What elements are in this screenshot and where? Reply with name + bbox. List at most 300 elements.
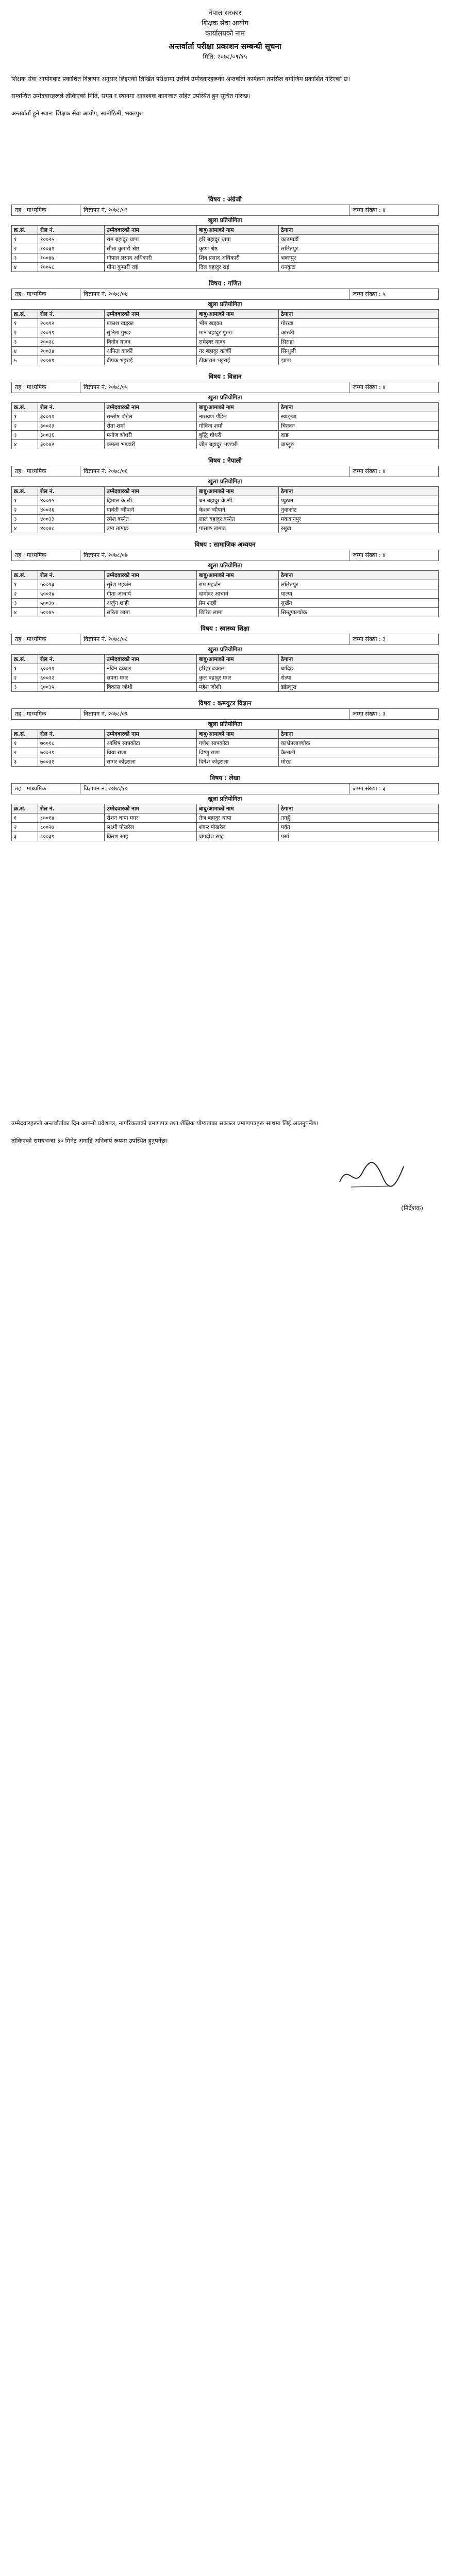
table-cell-parent: नारायण पौडेल <box>197 412 279 421</box>
table-cell-roll: १००२५ <box>38 235 105 244</box>
table-header-row <box>12 804 439 814</box>
table-cell-parent: कुल बहादुर मगर <box>197 673 279 683</box>
table-cell-address: मकवानपुर <box>279 515 439 524</box>
table-cell-parent: नर बहादुर कार्की <box>197 347 279 356</box>
section-level: तह : माध्यमिक <box>12 466 80 477</box>
table-cell-address: गोरखा <box>279 319 439 328</box>
table-row <box>12 319 439 328</box>
table-cell-parent: गोविन्द शर्मा <box>197 421 279 431</box>
table-cell-parent: कृष्ण श्रेष्ठ <box>197 244 279 253</box>
table-cell-address: सिराहा <box>279 337 439 347</box>
section-level: तह : माध्यमिक <box>12 634 80 645</box>
schedule-sections <box>11 194 439 841</box>
section-subject: विषय : गणित <box>209 280 241 287</box>
table-cell-name: प्रकाश खड्का <box>105 319 197 328</box>
table-header-row <box>12 655 439 664</box>
section-meta-row <box>11 466 439 477</box>
table-row <box>12 347 439 356</box>
table-header-row <box>12 571 439 580</box>
column-header: रोल नं. <box>38 730 105 739</box>
intro-paragraph: शिक्षक सेवा आयोगबाट प्रकाशित विज्ञापन अनुसार लिइएको लिखित परीक्षामा उत्तीर्ण उम्मेदवारहरूको अन्तर्वार्ता कार्यक्रम तपसिल बमोजिम प्रकाशित गरिएको छ। <box>11 75 351 82</box>
table-cell-address: धनकुटा <box>279 263 439 272</box>
candidate-table <box>11 402 439 449</box>
table-row <box>12 263 439 272</box>
table-cell-address: स्याङ्जा <box>279 412 439 421</box>
section-subject: विषय : विज्ञान <box>208 373 242 380</box>
table-cell-address: पर्सा <box>279 832 439 841</box>
table-cell-address: सुर्खेत <box>279 599 439 608</box>
column-header: ठेगाना <box>279 310 439 319</box>
table-cell-roll: ६००२२ <box>38 673 105 683</box>
table-cell-name: गीता आचार्य <box>105 589 197 599</box>
table-cell-parent: जगदीश साह <box>197 832 279 841</box>
column-header: क्र.सं. <box>12 730 38 739</box>
table-cell-sn: २ <box>12 823 38 832</box>
table-cell-parent: टीकाराम भट्टराई <box>197 356 279 365</box>
table-row <box>12 589 439 599</box>
table-cell-address: कास्की <box>279 328 439 337</box>
table-cell-name: सपना मगर <box>105 673 197 683</box>
table-cell-name: सन्तोष पौडेल <box>105 412 197 421</box>
table-cell-sn: २ <box>12 328 38 337</box>
table-cell-address: ललितपुर <box>279 244 439 253</box>
table-cell-roll: २००१२ <box>38 319 105 328</box>
section-category: खुला प्रतियोगिता <box>208 721 242 727</box>
table-cell-name: मीना कुमारी राई <box>105 263 197 272</box>
notice-date: मिति: २०७८/०९/१५ <box>203 53 247 60</box>
count-label: जम्मा संख्या <box>353 384 377 391</box>
table-cell-sn: २ <box>12 673 38 683</box>
exam-section <box>11 623 439 692</box>
count-separator: : <box>377 468 383 474</box>
count-separator: : <box>377 552 383 558</box>
table-cell-roll: ३००३६ <box>38 431 105 440</box>
column-header: ठेगाना <box>279 655 439 664</box>
section-count <box>349 289 438 299</box>
section-ad-number: विज्ञापन नं. २०७८/०६ <box>80 466 349 477</box>
column-header: रोल नं. <box>38 655 105 664</box>
column-header: रोल नं. <box>38 804 105 814</box>
signatory-name: (निर्देशक) <box>401 1205 423 1212</box>
table-cell-parent: शंकर पोखरेल <box>197 823 279 832</box>
table-cell-parent: केशव न्यौपाने <box>197 505 279 515</box>
table-cell-sn: ३ <box>12 683 38 692</box>
table-header-row <box>12 487 439 496</box>
table-cell-address: रोल्पा <box>279 673 439 683</box>
count-separator: : <box>377 207 383 213</box>
table-cell-roll: ४००३३ <box>38 515 105 524</box>
table-cell-roll: ८००३९ <box>38 832 105 841</box>
table-cell-address: कैलाली <box>279 748 439 757</box>
table-row <box>12 580 439 589</box>
candidate-table <box>11 225 439 272</box>
section-level: तह : माध्यमिक <box>12 550 80 561</box>
table-cell-name: सरिता लामा <box>105 608 197 617</box>
section-meta-row <box>11 289 439 300</box>
table-cell-name: राम बहादुर थापा <box>105 235 197 244</box>
column-header: बाबु/आमाको नाम <box>197 730 279 739</box>
section-level: तह : माध्यमिक <box>12 205 80 215</box>
table-cell-parent: दामोदर आचार्य <box>197 589 279 599</box>
candidate-table <box>11 729 439 767</box>
table-row <box>12 683 439 692</box>
column-header: बाबु/आमाको नाम <box>197 310 279 319</box>
table-cell-name: अर्जुन शाही <box>105 599 197 608</box>
table-cell-sn: ३ <box>12 599 38 608</box>
table-cell-sn: १ <box>12 235 38 244</box>
table-cell-sn: ४ <box>12 524 38 533</box>
table-cell-name: रमेश बस्नेत <box>105 515 197 524</box>
section-count <box>349 382 438 393</box>
table-cell-parent: बुद्धि चौधरी <box>197 431 279 440</box>
table-cell-address: पाल्पा <box>279 589 439 599</box>
header-line-3: कार्यालयको नाम <box>205 30 245 38</box>
table-cell-parent: हरिहर ढकाल <box>197 664 279 673</box>
table-cell-address: डडेल्धुरा <box>279 683 439 692</box>
table-cell-parent: लाल बहादुर बस्नेत <box>197 515 279 524</box>
table-cell-roll: १००४७ <box>38 253 105 263</box>
count-label: जम्मा संख्या <box>353 710 377 717</box>
table-cell-name: आशिष सापकोटा <box>105 739 197 748</box>
column-header: बाबु/आमाको नाम <box>197 655 279 664</box>
table-cell-name: कमला भण्डारी <box>105 440 197 449</box>
table-cell-roll: ५००२४ <box>38 589 105 599</box>
table-header-row <box>12 403 439 412</box>
table-cell-roll: ८००२७ <box>38 823 105 832</box>
table-cell-roll: ८००१४ <box>38 814 105 823</box>
table-row <box>12 823 439 832</box>
column-header: उम्मेदवारको नाम <box>105 487 197 496</box>
signature-mark <box>336 1157 408 1193</box>
column-header: बाबु/आमाको नाम <box>197 226 279 235</box>
count-label: जम्मा संख्या <box>353 291 377 297</box>
count-value: ४ <box>382 468 386 474</box>
table-cell-address: चितवन <box>279 421 439 431</box>
column-header: उम्मेदवारको नाम <box>105 655 197 664</box>
table-cell-sn: ५ <box>12 356 38 365</box>
table-cell-name: सुनिता गुरुङ <box>105 328 197 337</box>
table-cell-parent: महेश जोशी <box>197 683 279 692</box>
section-count <box>349 205 438 215</box>
header-line-1: नेपाल सरकार <box>208 9 242 17</box>
table-cell-parent: शिव प्रसाद अधिकारी <box>197 253 279 263</box>
table-cell-roll: ७००१८ <box>38 739 105 748</box>
table-row <box>12 356 439 365</box>
spacer <box>11 841 439 1109</box>
table-cell-address: रसुवा <box>279 524 439 533</box>
table-cell-parent: दिल बहादुर राई <box>197 263 279 272</box>
exam-section <box>11 371 439 449</box>
table-cell-name: विनोद यादव <box>105 337 197 347</box>
table-row <box>12 608 439 617</box>
table-cell-parent: दिनेश कोइराला <box>197 757 279 767</box>
table-cell-sn: ४ <box>12 263 38 272</box>
table-cell-roll: ३००२३ <box>38 421 105 431</box>
table-cell-sn: ३ <box>12 431 38 440</box>
exam-section <box>11 539 439 617</box>
header-line-2: शिक्षक सेवा आयोग <box>202 20 248 27</box>
count-value: ४ <box>382 552 386 558</box>
table-cell-name: गोपाल प्रसाद अधिकारी <box>105 253 197 263</box>
column-header: रोल नं. <box>38 403 105 412</box>
table-cell-parent: राम महर्जन <box>197 580 279 589</box>
notice-header <box>11 0 439 62</box>
table-cell-name: पार्वती न्यौपाने <box>105 505 197 515</box>
footer-paragraph: उम्मेदवारहरूले अन्तर्वार्ताका दिन आफ्नो प्रवेशपत्र, नागरिकताको प्रमाणपत्र तथा शैक्षिक योग्यताका सक्कल प्रमाणपत्रहरू साथमा लिई आउनुपर्नेछ। <box>11 1120 319 1127</box>
table-row <box>12 673 439 683</box>
column-header: क्र.सं. <box>12 487 38 496</box>
column-header: उम्मेदवारको नाम <box>105 226 197 235</box>
column-header: क्र.सं. <box>12 655 38 664</box>
exam-section <box>11 194 439 272</box>
column-header: क्र.सं. <box>12 226 38 235</box>
section-meta-row <box>11 550 439 561</box>
table-row <box>12 496 439 505</box>
table-header-row <box>12 226 439 235</box>
column-header: ठेगाना <box>279 804 439 814</box>
exam-section <box>11 455 439 533</box>
section-level: तह : माध्यमिक <box>12 709 80 719</box>
section-category: खुला प्रतियोगिता <box>208 795 242 802</box>
table-cell-parent: प्रेम शाही <box>197 599 279 608</box>
table-cell-roll: ५००४५ <box>38 608 105 617</box>
notice-page <box>11 0 439 1224</box>
table-cell-sn: ४ <box>12 347 38 356</box>
count-value: ३ <box>382 636 386 642</box>
table-cell-sn: २ <box>12 589 38 599</box>
table-row <box>12 244 439 253</box>
table-cell-roll: ४००२६ <box>38 505 105 515</box>
table-cell-parent: छिरिङ लामा <box>197 608 279 617</box>
section-subject: विषय : कम्प्युटर विज्ञान <box>198 700 252 707</box>
table-cell-roll: २००२८ <box>38 337 105 347</box>
column-header: उम्मेदवारको नाम <box>105 571 197 580</box>
table-row <box>12 748 439 757</box>
table-cell-address: काठमाडौं <box>279 235 439 244</box>
section-count <box>349 466 438 477</box>
table-cell-sn: २ <box>12 244 38 253</box>
section-ad-number: विज्ञापन नं. २०७८/१० <box>80 784 349 794</box>
table-cell-sn: १ <box>12 496 38 505</box>
table-cell-address: सिन्धुली <box>279 347 439 356</box>
count-label: जम्मा संख्या <box>353 468 377 474</box>
table-header-row <box>12 310 439 319</box>
section-category: खुला प्रतियोगिता <box>208 301 242 308</box>
table-row <box>12 832 439 841</box>
table-row <box>12 505 439 515</box>
table-row <box>12 431 439 440</box>
candidate-table <box>11 309 439 365</box>
section-category: खुला प्रतियोगिता <box>208 646 242 653</box>
count-value: ३ <box>382 785 386 792</box>
count-separator: : <box>377 291 383 297</box>
table-row <box>12 440 439 449</box>
section-count <box>349 784 438 794</box>
column-header: क्र.सं. <box>12 310 38 319</box>
section-meta-row <box>11 783 439 794</box>
table-row <box>12 739 439 748</box>
table-cell-roll: १००५८ <box>38 263 105 272</box>
table-cell-name: अनिता कार्की <box>105 347 197 356</box>
table-cell-address: बाग्लुङ <box>279 440 439 449</box>
intro-paragraph: अन्तर्वार्ता हुने स्थान: शिक्षक सेवा आयोग, सानोठिमी, भक्तपुर। <box>11 109 144 117</box>
table-cell-name: सीता कुमारी श्रेष्ठ <box>105 244 197 253</box>
table-cell-sn: १ <box>12 814 38 823</box>
intro-text <box>11 67 439 188</box>
intro-paragraph: सम्बन्धित उम्मेदवारहरूले तोकिएको मिति, समय र स्थानमा आवश्यक कागजात सहित उपस्थित हुन सूचित गरिन्छ। <box>11 92 251 99</box>
count-separator: : <box>377 384 383 391</box>
table-cell-parent: हरि बहादुर थापा <box>197 235 279 244</box>
column-header: बाबु/आमाको नाम <box>197 804 279 814</box>
column-header: रोल नं. <box>38 310 105 319</box>
candidate-table <box>11 804 439 841</box>
table-cell-name: दीपक भट्टराई <box>105 356 197 365</box>
table-row <box>12 421 439 431</box>
count-label: जम्मा संख्या <box>353 207 377 213</box>
table-cell-address: दाङ <box>279 431 439 440</box>
column-header: उम्मेदवारको नाम <box>105 403 197 412</box>
table-cell-roll: ७००२९ <box>38 748 105 757</box>
table-cell-parent: मान बहादुर गुरुङ <box>197 328 279 337</box>
table-cell-address: प्युठान <box>279 496 439 505</box>
table-cell-name: सुरेश महर्जन <box>105 580 197 589</box>
column-header: रोल नं. <box>38 226 105 235</box>
table-row <box>12 337 439 347</box>
candidate-table <box>11 570 439 617</box>
table-cell-parent: तेज बहादुर थापा <box>197 814 279 823</box>
table-cell-sn: १ <box>12 580 38 589</box>
table-cell-sn: ३ <box>12 832 38 841</box>
section-meta-row <box>11 205 439 216</box>
column-header: ठेगाना <box>279 571 439 580</box>
column-header: ठेगाना <box>279 403 439 412</box>
column-header: ठेगाना <box>279 487 439 496</box>
section-count <box>349 550 438 561</box>
table-cell-roll: ७००३१ <box>38 757 105 767</box>
table-row <box>12 524 439 533</box>
table-cell-sn: १ <box>12 319 38 328</box>
table-header-row <box>12 730 439 739</box>
table-cell-sn: १ <box>12 664 38 673</box>
table-cell-roll: २००१९ <box>38 328 105 337</box>
count-label: जम्मा संख्या <box>353 552 377 558</box>
table-cell-roll: २००३४ <box>38 347 105 356</box>
table-cell-sn: २ <box>12 748 38 757</box>
table-cell-roll: ६००३५ <box>38 683 105 692</box>
table-cell-sn: १ <box>12 739 38 748</box>
table-cell-sn: ४ <box>12 608 38 617</box>
table-cell-sn: १ <box>12 412 38 421</box>
count-value: ३ <box>382 710 386 717</box>
column-header: क्र.सं. <box>12 804 38 814</box>
table-cell-roll: २००४१ <box>38 356 105 365</box>
table-cell-sn: ३ <box>12 757 38 767</box>
footer-paragraph: तोकिएको समयभन्दा ३० मिनेट अगाडि अनिवार्य रूपमा उपस्थित हुनुपर्नेछ। <box>11 1137 168 1144</box>
table-cell-parent: गणेश सापकोटा <box>197 739 279 748</box>
table-row <box>12 515 439 524</box>
section-ad-number: विज्ञापन नं. २०७८/०९ <box>80 709 349 719</box>
section-ad-number: विज्ञापन नं. २०७८/०५ <box>80 382 349 393</box>
table-cell-sn: ३ <box>12 253 38 263</box>
table-cell-sn: ४ <box>12 440 38 449</box>
section-subject: विषय : अंग्रेजी <box>208 196 242 203</box>
section-ad-number: विज्ञापन नं. २०७८/०४ <box>80 289 349 299</box>
table-cell-address: काभ्रेपलाञ्चोक <box>279 739 439 748</box>
section-count <box>349 634 438 645</box>
table-cell-parent: रामेश्वर यादव <box>197 337 279 347</box>
table-cell-address: मोरङ <box>279 757 439 767</box>
column-header: बाबु/आमाको नाम <box>197 403 279 412</box>
section-subject: विषय : लेखा <box>210 774 240 782</box>
candidate-table <box>11 654 439 692</box>
table-cell-roll: ३००११ <box>38 412 105 421</box>
notice-title: अन्तर्वार्ता परीक्षा प्रकाशन सम्बन्धी सूचना <box>169 42 281 51</box>
table-cell-name: विकास जोशी <box>105 683 197 692</box>
table-cell-name: लक्ष्मी पोखरेल <box>105 823 197 832</box>
column-header: रोल नं. <box>38 571 105 580</box>
table-cell-name: उषा तामाङ <box>105 524 197 533</box>
column-header: उम्मेदवारको नाम <box>105 730 197 739</box>
count-value: ४ <box>382 384 386 391</box>
table-cell-address: नुवाकोट <box>279 505 439 515</box>
table-cell-name: हिमाल के.सी. <box>105 496 197 505</box>
table-row <box>12 253 439 263</box>
table-cell-address: ललितपुर <box>279 580 439 589</box>
count-value: ४ <box>382 207 386 213</box>
table-cell-name: सागर कोइराला <box>105 757 197 767</box>
count-label: जम्मा संख्या <box>353 636 377 642</box>
footer-text <box>11 1117 439 1146</box>
table-cell-roll: ४००१५ <box>38 496 105 505</box>
exam-section <box>11 773 439 841</box>
count-separator: : <box>377 710 383 717</box>
section-meta-row <box>11 634 439 645</box>
section-count <box>349 709 438 719</box>
column-header: उम्मेदवारको नाम <box>105 804 197 814</box>
table-cell-name: नविन ढकाल <box>105 664 197 673</box>
table-cell-address: झापा <box>279 356 439 365</box>
section-category: खुला प्रतियोगिता <box>208 217 242 224</box>
count-separator: : <box>377 636 383 642</box>
section-category: खुला प्रतियोगिता <box>208 562 242 569</box>
table-cell-roll: ३००४२ <box>38 440 105 449</box>
table-cell-name: प्रिया राणा <box>105 748 197 757</box>
table-cell-address: सिन्धुपाल्चोक <box>279 608 439 617</box>
table-row <box>12 235 439 244</box>
table-cell-name: रोशन थापा मगर <box>105 814 197 823</box>
section-subject: विषय : नेपाली <box>208 457 242 464</box>
table-row <box>12 757 439 767</box>
table-row <box>12 599 439 608</box>
column-header: रोल नं. <box>38 487 105 496</box>
table-cell-name: किरण साह <box>105 832 197 841</box>
section-category: खुला प्रतियोगिता <box>208 478 242 485</box>
section-ad-number: विज्ञापन नं. २०७८/०७ <box>80 550 349 561</box>
table-cell-roll: ५००३७ <box>38 599 105 608</box>
column-header: क्र.सं. <box>12 403 38 412</box>
column-header: ठेगाना <box>279 730 439 739</box>
exam-section <box>11 278 439 365</box>
exam-section <box>11 698 439 767</box>
table-cell-name: मनोज चौधरी <box>105 431 197 440</box>
section-level: तह : माध्यमिक <box>12 289 80 299</box>
section-meta-row <box>11 708 439 720</box>
table-cell-address: तनहुँ <box>279 814 439 823</box>
table-cell-sn: ३ <box>12 337 38 347</box>
table-cell-sn: २ <box>12 505 38 515</box>
table-cell-parent: भीम खड्का <box>197 319 279 328</box>
table-cell-parent: धन बहादुर के.सी. <box>197 496 279 505</box>
